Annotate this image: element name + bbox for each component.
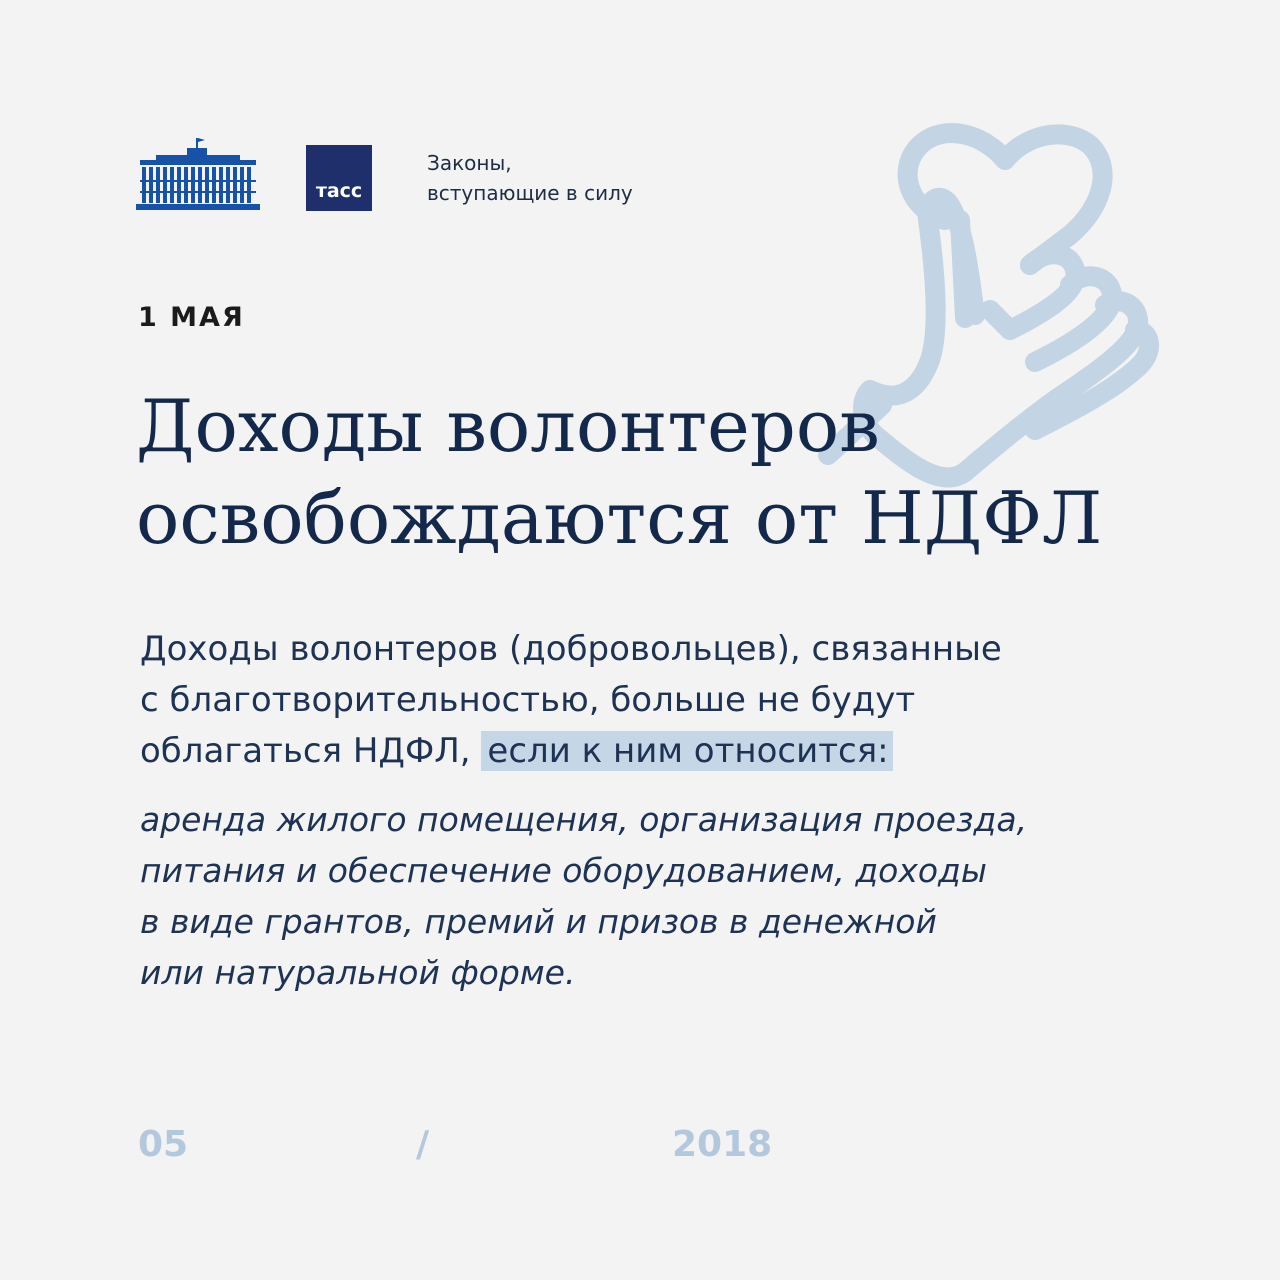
- headline-line2: освобождаются от НДФЛ: [136, 476, 1103, 560]
- footer-separator: /: [416, 1124, 430, 1165]
- body-line3: [140, 726, 1140, 777]
- footer-year: 2018: [672, 1124, 773, 1165]
- series-title: [427, 148, 633, 208]
- body-line2: с благотворительностью, больше не будут: [140, 680, 916, 720]
- body-text: [140, 624, 1140, 777]
- body-line3-prefix: облагаться НДФЛ,: [140, 731, 471, 771]
- body-line1: Доходы волонтеров (добровольцев), связанные: [140, 629, 1002, 669]
- tass-logo: тасс: [306, 145, 372, 211]
- details-line3: в виде грантов, премий и призов в денежной: [140, 902, 937, 941]
- body-highlight: если к ним относится:: [481, 731, 892, 771]
- series-title-line1: Законы,: [427, 151, 512, 175]
- date-label: 1 МАЯ: [138, 302, 245, 333]
- headline-line1: Доходы волонтеров: [136, 384, 880, 468]
- details-text: [140, 794, 1027, 998]
- headline: [136, 380, 1102, 564]
- duma-building-logo: [136, 136, 260, 212]
- details-line1: аренда жилого помещения, организация проезда,: [140, 800, 1028, 839]
- details-line2: питания и обеспечение оборудованием, доходы: [140, 851, 987, 890]
- series-title-line2: вступающие в силу: [427, 181, 633, 205]
- footer-month: 05: [138, 1124, 189, 1165]
- details-line4: или натуральной форме.: [140, 953, 576, 992]
